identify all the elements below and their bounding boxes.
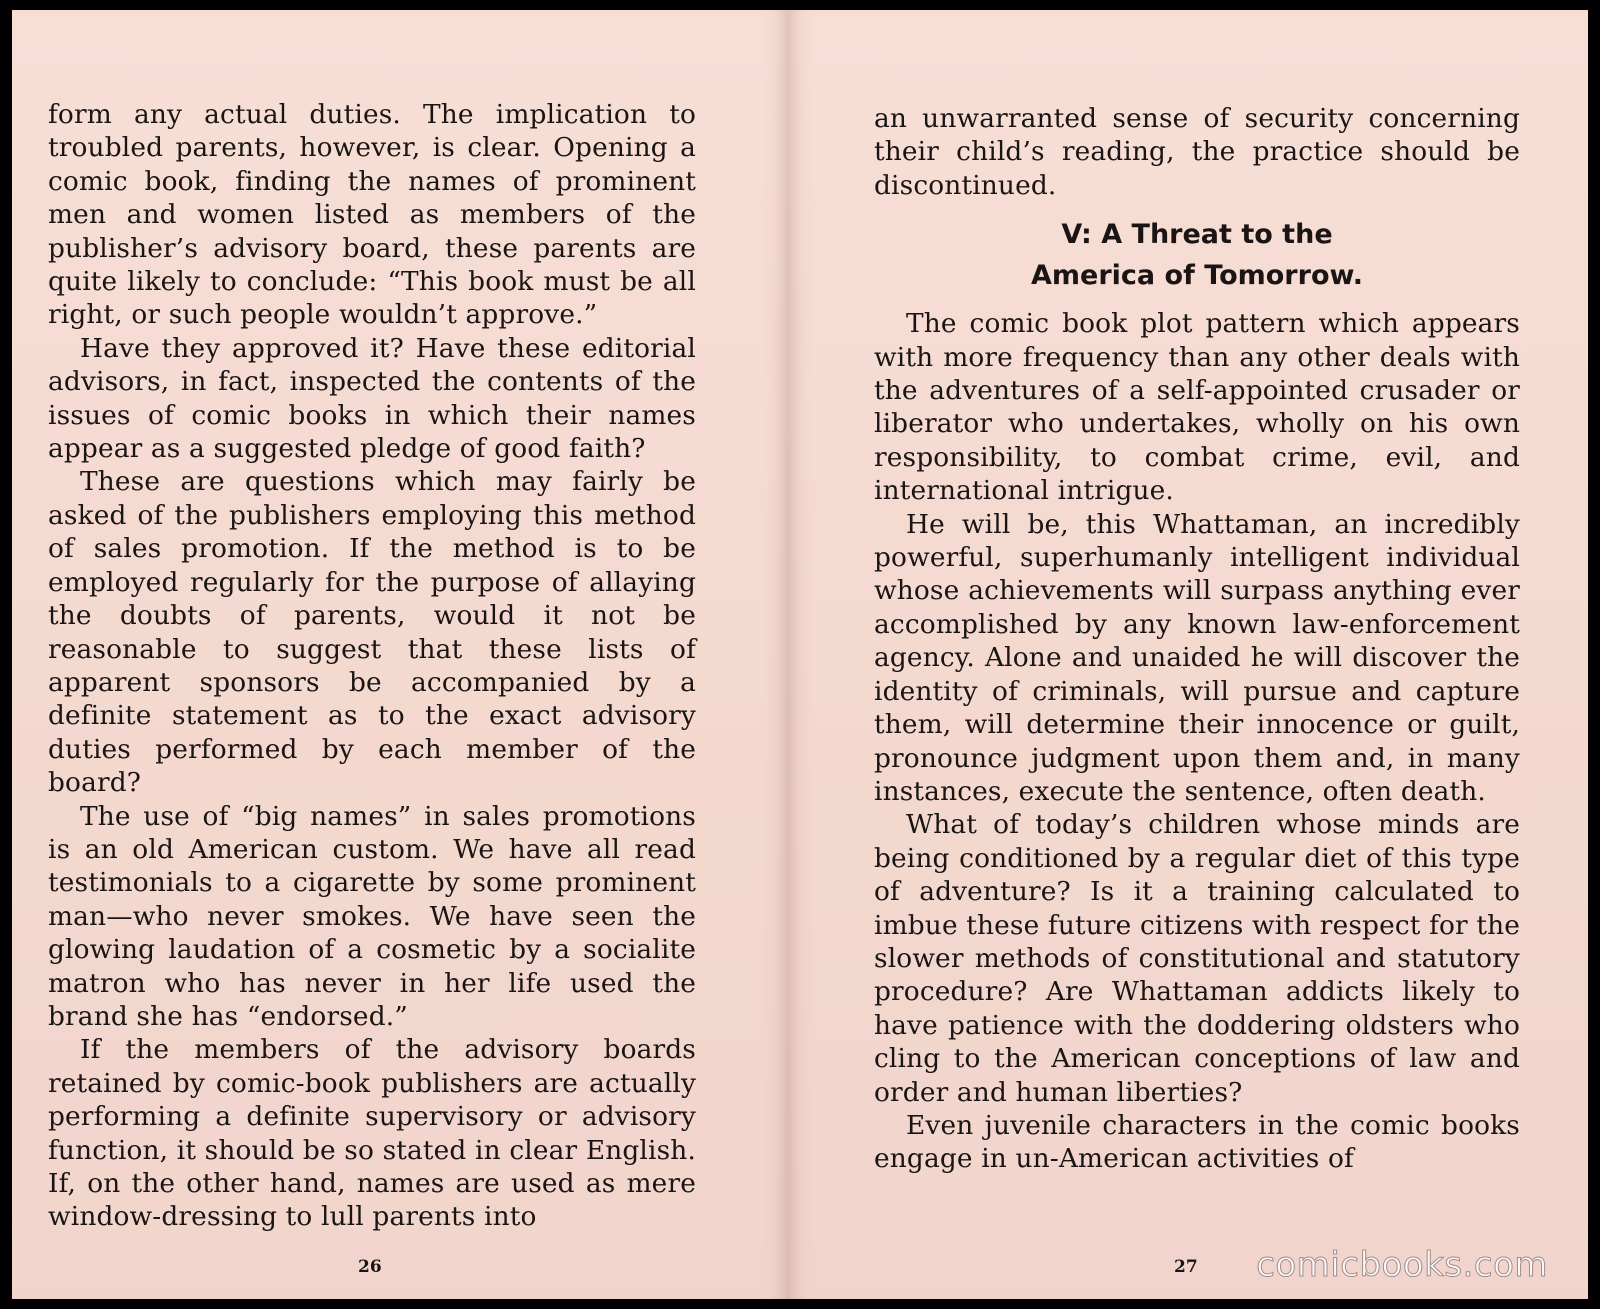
paragraph: The comic book plot pattern which appears with more frequency than any other deals with the adventures of a self-appointed crusader or liberator who undertakes, wholly on his own responsibility, to combat crime, evil, and international intrigue. — [874, 308, 1520, 507]
paragraph: These are questions which may fairly be asked of the publishers employing this method of sales promotion. If the method is to be employed regularly for the purpose of allaying the doubts of parents, would it not be reasonable to suggest that these lists of apparent sponsors be accompanied by a definite statement as to the exact advisory duties performed by each member of the board? — [48, 466, 696, 799]
left-page-text — [48, 98, 696, 1234]
watermark: comicbooks.com — [1256, 1245, 1548, 1285]
paragraph: an unwarranted sense of security concerning their child’s reading, the practice should be discontinued. — [874, 103, 1520, 201]
paragraph: Even juvenile characters in the comic books engage in un-American activities of — [874, 1109, 1520, 1175]
book-spread — [12, 10, 1588, 1299]
section-heading-line: V: A Threat to the — [1061, 219, 1333, 251]
right-page-text — [874, 102, 1520, 1176]
paragraph: What of today’s children whose minds are being conditioned by a regular diet of this type of adventure? Is it a training calculated to imbue these future citizens with respect for the slower methods of constitutional and statutory procedure? Are Whattaman addicts likely to have patience with the doddering oldsters who cling to the American conceptions of law and order and human liberties? — [874, 809, 1520, 1108]
paragraph: If the members of the advisory boards retained by comic-book publishers are actually performing a definite supervisory or advisory function, it should be so stated in clear English. If, on the other hand, names are used as mere window-dressing to lull parents into — [48, 1034, 696, 1233]
page-number: 26 — [358, 1257, 382, 1277]
section-heading — [874, 214, 1520, 296]
paragraph: He will be, this Whattaman, an incredibly powerful, superhumanly intelligent individual whose achievements will surpass anything ever accomplished by any known law-enforcement agency. Alone and unaided he will discover the identity of criminals, will pursue and capture them, will determine their innocence or guilt, pronounce judgment upon them and, in many instances, execute the sentence, often death. — [874, 508, 1520, 807]
section-heading-line: America of Tomorrow. — [1031, 260, 1363, 292]
paragraph: Have they approved it? Have these editorial advisors, in fact, inspected the contents of the issues of comic books in which their names appear as a suggested pledge of good faith? — [48, 332, 696, 465]
right-page — [788, 10, 1588, 1299]
left-page — [12, 10, 788, 1299]
paragraph: form any actual duties. The implication to troubled parents, however, is clear. Opening a comic book, finding the names of prominent men and women listed as members of the publisher’s advisory board, these parents are quite likely to conclude: “This book must be all right, or such people wouldn’t approve.” — [48, 99, 696, 331]
paragraph: The use of “big names” in sales promotions is an old American custom. We have all read testimonials to a cigarette by some prominent man—who never smokes. We have seen the glowing laudation of a cosmetic by a socialite matron who has never in her life used the brand she has “endorsed.” — [48, 800, 696, 1032]
page-number: 27 — [1174, 1257, 1198, 1277]
